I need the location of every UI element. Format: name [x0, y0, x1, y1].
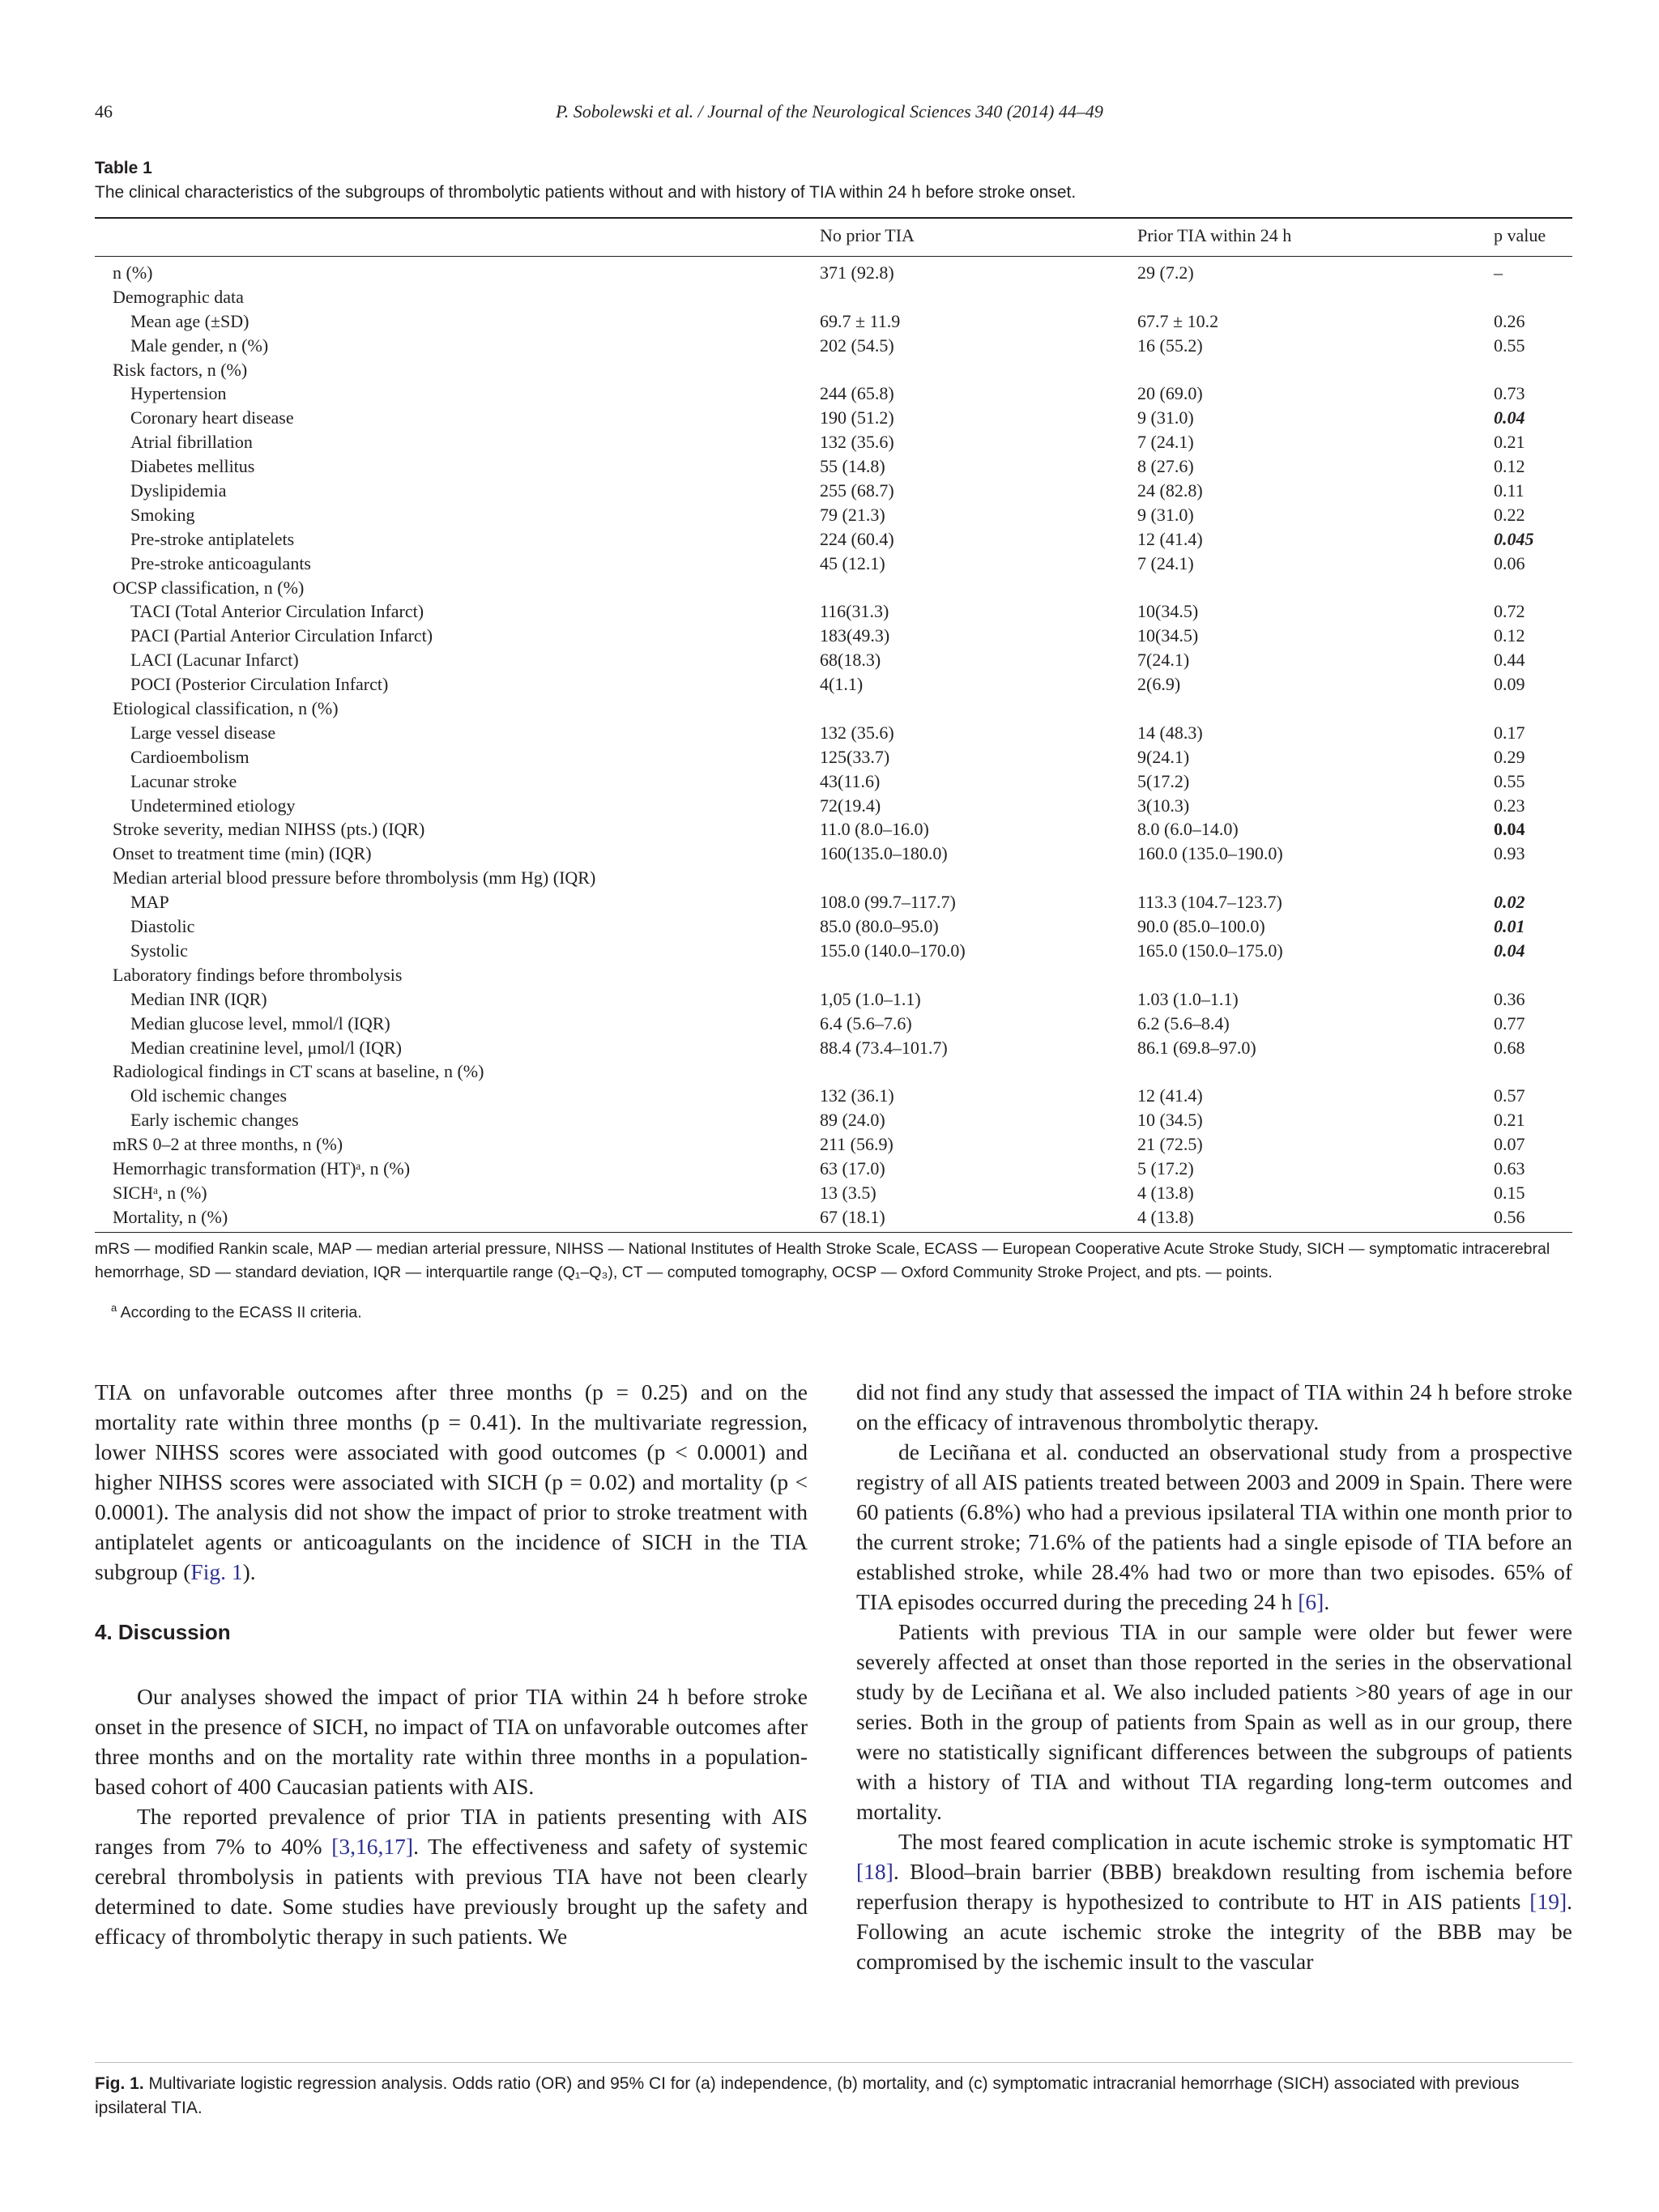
table-row [95, 817, 1572, 842]
paragraph: Our analyses showed the impact of prior TIA within 24 h before stroke onset in the presence of SICH, no impact of TIA on unfavorable outcomes after three months and on the mortality rate within three months in a population-based cohort of 400 Caucasian patients with AIS. [95, 1684, 808, 1799]
cell-no-prior-tia: 13 (3.5) [820, 1182, 876, 1203]
cell-p-value: 0.07 [1494, 1134, 1525, 1155]
cell-prior-tia: 16 (55.2) [1137, 335, 1203, 356]
table-row [95, 963, 1572, 987]
row-label: LACI (Lacunar Infarct) [130, 650, 299, 671]
row-label: POCI (Posterior Circulation Infarct) [130, 674, 389, 695]
table-header-rule [95, 256, 1572, 257]
table-row [95, 285, 1572, 309]
cell-no-prior-tia: 55 (14.8) [820, 456, 885, 477]
cell-prior-tia: 7 (24.1) [1137, 432, 1194, 453]
cell-p-value: 0.93 [1494, 843, 1525, 864]
cell-prior-tia: 3(10.3) [1137, 795, 1190, 816]
cell-prior-tia: 12 (41.4) [1137, 528, 1203, 549]
cell-prior-tia: 67.7 ± 10.2 [1137, 310, 1219, 331]
row-label: Smoking [130, 504, 195, 525]
cell-no-prior-tia: 116(31.3) [820, 601, 889, 622]
cell-prior-tia: 160.0 (135.0–190.0) [1137, 843, 1283, 864]
row-label: Male gender, n (%) [130, 335, 269, 356]
paragraph-text: TIA on unfavorable outcomes after three months (p = 0.25) and on the mortality rate within three months (p = 0.41). In the multivariate regression, lower NIHSS scores were associated with good outcomes (p < 0.0001) and higher NIHSS scores were associated with SICH (p = 0.02) and mortality (p < 0.0001). The analysis did not show the impact of prior to stroke treatment with antiplatelet agents or anticoagulants on the incidence of SICH in the TIA subgroup ( [95, 1379, 808, 1584]
table-footnote-abbreviations: mRS — modified Rankin scale, MAP — median arterial pressure, NIHSS — National Institutes of Health Stroke Scale, ECASS — European Cooperative Acute Stroke Study, SICH — symptomatic intracerebral hemorrhage, SD — standard deviation, IQR — interquartile range (Q₁–Q₃), CT — computed tomography, OCSP — Oxford Community Stroke Project, and pts. — points. [95, 1240, 1550, 1281]
cell-prior-tia: 113.3 (104.7–123.7) [1137, 892, 1282, 913]
row-label: Dyslipidemia [130, 480, 227, 501]
cell-no-prior-tia: 43(11.6) [820, 770, 881, 791]
left-text-column [95, 1377, 808, 1951]
figure-caption [95, 2072, 1572, 2120]
cell-prior-tia: 5(17.2) [1137, 770, 1190, 791]
right-text-column [856, 1377, 1572, 1976]
cell-prior-tia: 10 (34.5) [1137, 1110, 1203, 1131]
row-label: Median glucose level, mmol/l (IQR) [130, 1012, 390, 1034]
cell-prior-tia: 9(24.1) [1137, 746, 1190, 767]
cell-p-value: 0.045 [1494, 528, 1534, 549]
table-header-row [95, 225, 1572, 249]
row-label: Diastolic [130, 916, 195, 937]
cell-prior-tia: 2(6.9) [1137, 674, 1181, 695]
cell-p-value: 0.04 [1494, 940, 1525, 961]
cell-prior-tia: 5 (17.2) [1137, 1157, 1194, 1178]
row-label: Old ischemic changes [130, 1085, 288, 1106]
paragraph [95, 1377, 808, 1587]
cell-prior-tia: 20 (69.0) [1137, 383, 1203, 404]
paragraph-text: The reported prevalence of prior TIA in patients presenting with AIS ranges from 7% to 40% [95, 1804, 808, 1859]
cell-no-prior-tia: 371 (92.8) [820, 262, 894, 283]
cell-p-value: 0.36 [1494, 988, 1525, 1009]
citation-link[interactable]: [18] [856, 1859, 893, 1884]
row-label: Systolic [130, 940, 188, 961]
row-label: Onset to treatment time (min) (IQR) [113, 843, 372, 864]
row-label: TACI (Total Anterior Circulation Infarct) [130, 601, 424, 622]
cell-prior-tia: 165.0 (150.0–175.0) [1137, 940, 1283, 961]
cell-no-prior-tia: 11.0 (8.0–16.0) [820, 819, 929, 840]
cell-p-value: 0.04 [1494, 819, 1525, 840]
cell-no-prior-tia: 67 (18.1) [820, 1206, 885, 1227]
cell-prior-tia: 29 (7.2) [1137, 262, 1194, 283]
cell-p-value: 0.73 [1494, 383, 1525, 404]
cell-no-prior-tia: 190 (51.2) [820, 407, 894, 428]
table-row [95, 745, 1572, 769]
cell-prior-tia: 9 (31.0) [1137, 504, 1194, 525]
table-row [95, 406, 1572, 430]
column-header-p-value: p value [1494, 225, 1546, 245]
row-label: PACI (Partial Anterior Circulation Infarct) [130, 625, 433, 646]
cell-no-prior-tia: 88.4 (73.4–101.7) [820, 1037, 948, 1058]
page-number: 46 [95, 101, 113, 121]
column-header-no-prior-tia: No prior TIA [820, 225, 915, 245]
table-row [95, 334, 1572, 358]
row-label: Cardioembolism [130, 746, 249, 767]
table-row [95, 939, 1572, 963]
table-label: Table 1 [95, 159, 152, 177]
table-row [95, 261, 1572, 285]
table-row [95, 624, 1572, 648]
table-row [95, 1059, 1572, 1084]
cell-prior-tia: 10(34.5) [1137, 625, 1199, 646]
table-row [95, 503, 1572, 527]
cell-p-value: 0.68 [1494, 1037, 1525, 1058]
cell-prior-tia: 4 (13.8) [1137, 1206, 1194, 1227]
cell-p-value: 0.06 [1494, 552, 1525, 573]
table-row [95, 381, 1572, 406]
table-row [95, 479, 1572, 503]
citation-link[interactable]: [3,16,17] [331, 1834, 414, 1859]
table-row [95, 769, 1572, 794]
paragraph-text: . Following an acute ischemic stroke the integrity of the BBB may be compromised by the ischemic insult to the vascular [856, 1889, 1572, 1974]
paragraph [856, 1437, 1572, 1617]
cell-no-prior-tia: 69.7 ± 11.9 [820, 310, 901, 331]
paragraph-text: ). [242, 1559, 256, 1584]
table-top-rule [95, 217, 1572, 219]
cell-p-value: 0.26 [1494, 310, 1525, 331]
cell-prior-tia: 86.1 (69.8–97.0) [1137, 1037, 1256, 1058]
row-label: Undetermined etiology [130, 795, 296, 816]
row-label: Atrial fibrillation [130, 432, 253, 453]
figure-caption-text: Multivariate logistic regression analysis. Odds ratio (OR) and 95% CI for (a) independence, (b) mortality, and (c) symptomatic intracranial hemorrhage (SICH) associated with previous ipsilateral TIA. [95, 2074, 1520, 2117]
section-heading: 4. Discussion [95, 1620, 231, 1644]
table-row [95, 1181, 1572, 1205]
cell-p-value: 0.44 [1494, 650, 1525, 671]
cell-no-prior-tia: 79 (21.3) [820, 504, 885, 525]
cell-prior-tia: 14 (48.3) [1137, 722, 1203, 743]
table-bottom-rule [95, 1232, 1572, 1233]
cell-prior-tia: 7 (24.1) [1137, 552, 1194, 573]
table-footnote-a [111, 1296, 1589, 1325]
cell-p-value: 0.77 [1494, 1012, 1525, 1034]
cell-prior-tia: 24 (82.8) [1137, 480, 1203, 501]
cell-no-prior-tia: 6.4 (5.6–7.6) [820, 1012, 912, 1034]
table-row [95, 454, 1572, 479]
table-row [95, 576, 1572, 600]
row-label: Risk factors, n (%) [113, 359, 248, 380]
table-row [95, 721, 1572, 745]
table-row [95, 1036, 1572, 1060]
figure-link[interactable]: Fig. 1 [190, 1559, 243, 1584]
cell-p-value: 0.55 [1494, 770, 1525, 791]
table-row [95, 697, 1572, 721]
row-label: Early ischemic changes [130, 1110, 299, 1131]
citation-link[interactable]: [19] [1529, 1889, 1567, 1914]
row-label: n (%) [113, 262, 153, 283]
cell-p-value: 0.23 [1494, 795, 1525, 816]
paragraph [95, 1801, 808, 1951]
cell-prior-tia: 12 (41.4) [1137, 1085, 1203, 1106]
figure-label: Fig. 1. [95, 2074, 144, 2093]
table-row [95, 527, 1572, 552]
cell-p-value: 0.09 [1494, 674, 1525, 695]
table-row [95, 794, 1572, 818]
table-row [95, 430, 1572, 454]
cell-p-value: 0.17 [1494, 722, 1525, 743]
cell-no-prior-tia: 1,05 (1.0–1.1) [820, 988, 921, 1009]
cell-no-prior-tia: 255 (68.7) [820, 480, 894, 501]
table-row [95, 1132, 1572, 1157]
cell-no-prior-tia: 132 (35.6) [820, 722, 894, 743]
paragraph-text: . The effectiveness and safety of systemic cerebral thrombolysis in patients with previous TIA have not been clearly determined to date. Some studies have previously brought up the safety and efficacy of thrombolytic therapy in such patients. We [95, 1834, 808, 1949]
cell-no-prior-tia: 72(19.4) [820, 795, 881, 816]
table-row [95, 599, 1572, 624]
cell-prior-tia: 4 (13.8) [1137, 1182, 1194, 1203]
cell-prior-tia: 9 (31.0) [1137, 407, 1194, 428]
cell-no-prior-tia: 45 (12.1) [820, 552, 885, 573]
cell-p-value: 0.15 [1494, 1182, 1525, 1203]
row-label: Stroke severity, median NIHSS (pts.) (IQR) [113, 819, 425, 840]
paragraph: Patients with previous TIA in our sample were older but fewer were severely affected at onset than those reported in the series in the observational study by de Leciñana et al. We also included patients >80 years of age in our series. Both in the group of patients from Spain as well as in our group, there were no statistically significant differences between the subgroups of patients with a history of TIA and without TIA regarding long-term outcomes and mortality. [856, 1619, 1572, 1824]
row-label: Large vessel disease [130, 722, 276, 743]
row-label: OCSP classification, n (%) [113, 577, 305, 598]
cell-no-prior-tia: 224 (60.4) [820, 528, 894, 549]
paragraph [856, 1826, 1572, 1976]
footnote-a-text: According to the ECASS II criteria. [120, 1303, 362, 1322]
row-label: Demographic data [113, 286, 244, 307]
cell-p-value: 0.55 [1494, 335, 1525, 356]
row-label: SICHᵃ, n (%) [113, 1182, 207, 1203]
table-row [95, 987, 1572, 1012]
paragraph: did not find any study that assessed the impact of TIA within 24 h before stroke on the efficacy of intravenous thrombolytic therapy. [856, 1379, 1572, 1434]
row-label: Median arterial blood pressure before thrombolysis (mm Hg) (IQR) [113, 867, 596, 889]
cell-p-value: 0.29 [1494, 746, 1525, 767]
table-row [95, 1084, 1572, 1108]
row-label: Median INR (IQR) [130, 988, 267, 1009]
cell-p-value: 0.04 [1494, 407, 1525, 428]
row-label: MAP [130, 892, 169, 913]
cell-p-value: – [1494, 262, 1503, 283]
journal-reference: P. Sobolewski et al. / Journal of the Neurological Sciences 340 (2014) 44–49 [556, 101, 1103, 121]
row-label: Radiological findings in CT scans at baseline, n (%) [113, 1061, 484, 1082]
cell-no-prior-tia: 183(49.3) [820, 625, 890, 646]
cell-prior-tia: 90.0 (85.0–100.0) [1137, 916, 1265, 937]
table-row [95, 1012, 1572, 1036]
cell-p-value: 0.01 [1494, 916, 1525, 937]
cell-no-prior-tia: 4(1.1) [820, 674, 864, 695]
cell-prior-tia: 21 (72.5) [1137, 1134, 1203, 1155]
row-label: Pre-stroke antiplatelets [130, 528, 295, 549]
cell-no-prior-tia: 108.0 (99.7–117.7) [820, 892, 956, 913]
cell-prior-tia: 6.2 (5.6–8.4) [1137, 1012, 1230, 1034]
cell-prior-tia: 8.0 (6.0–14.0) [1137, 819, 1239, 840]
table-caption: The clinical characteristics of the subgroups of thrombolytic patients without and with history of TIA within 24 h before stroke onset. [95, 183, 1077, 202]
cell-p-value: 0.12 [1494, 456, 1525, 477]
cell-no-prior-tia: 244 (65.8) [820, 383, 894, 404]
cell-p-value: 0.02 [1494, 892, 1525, 913]
cell-no-prior-tia: 160(135.0–180.0) [820, 843, 948, 864]
table-row [95, 309, 1572, 334]
cell-no-prior-tia: 155.0 (140.0–170.0) [820, 940, 966, 961]
table-row [95, 842, 1572, 866]
table-row [95, 1157, 1572, 1181]
row-label: Hemorrhagic transformation (HT)ᵃ, n (%) [113, 1157, 411, 1178]
running-head [95, 101, 1564, 129]
row-label: Lacunar stroke [130, 770, 237, 791]
cell-no-prior-tia: 89 (24.0) [820, 1110, 885, 1131]
cell-prior-tia: 7(24.1) [1137, 650, 1190, 671]
row-label: Diabetes mellitus [130, 456, 255, 477]
cell-prior-tia: 8 (27.6) [1137, 456, 1194, 477]
row-label: mRS 0–2 at three months, n (%) [113, 1134, 343, 1155]
table-row [95, 358, 1572, 382]
table-row [95, 648, 1572, 672]
cell-prior-tia: 1.03 (1.0–1.1) [1137, 988, 1239, 1009]
cell-no-prior-tia: 202 (54.5) [820, 335, 894, 356]
table-row [95, 1108, 1572, 1132]
cell-p-value: 0.21 [1494, 432, 1525, 453]
table-row [95, 672, 1572, 697]
cell-no-prior-tia: 68(18.3) [820, 650, 881, 671]
paragraph-text: The most feared complication in acute ischemic stroke is symptomatic HT [898, 1829, 1572, 1854]
cell-p-value: 0.22 [1494, 504, 1525, 525]
cell-prior-tia: 10(34.5) [1137, 601, 1199, 622]
cell-no-prior-tia: 63 (17.0) [820, 1157, 885, 1178]
cell-no-prior-tia: 132 (35.6) [820, 432, 894, 453]
cell-p-value: 0.11 [1494, 480, 1525, 501]
table-body [95, 261, 1572, 1230]
row-label: Median creatinine level, μmol/l (IQR) [130, 1037, 402, 1058]
cell-no-prior-tia: 125(33.7) [820, 746, 890, 767]
table-row [95, 1205, 1572, 1230]
row-label: Hypertension [130, 383, 227, 404]
cell-no-prior-tia: 211 (56.9) [820, 1134, 893, 1155]
row-label: Mean age (±SD) [130, 310, 249, 331]
table-row [95, 552, 1572, 576]
cell-p-value: 0.56 [1494, 1206, 1525, 1227]
cell-no-prior-tia: 132 (36.1) [820, 1085, 894, 1106]
citation-link[interactable]: [6] [1298, 1589, 1324, 1614]
row-label: Mortality, n (%) [113, 1206, 228, 1227]
cell-no-prior-tia: 85.0 (80.0–95.0) [820, 916, 939, 937]
footnote-mark: a [111, 1302, 117, 1314]
figure-rule [95, 2062, 1572, 2063]
cell-p-value: 0.12 [1494, 625, 1525, 646]
cell-p-value: 0.57 [1494, 1085, 1525, 1106]
cell-p-value: 0.63 [1494, 1157, 1525, 1178]
table-row [95, 866, 1572, 890]
cell-p-value: 0.72 [1494, 601, 1525, 622]
paragraph-text: . Blood–brain barrier (BBB) breakdown resulting from ischemia before reperfusion therapy is hypothesized to contribute to HT in AIS patients [856, 1859, 1572, 1914]
table-row [95, 890, 1572, 914]
paragraph-text: de Leciñana et al. conducted an observational study from a prospective registry of all AIS patients treated between 2003 and 2009 in Spain. There were 60 patients (6.8%) who had a previous ipsilateral TIA within one month prior to the current stroke; 71.6% of the patients had a single episode of TIA before an established stroke, while 28.4% had two or more than two episodes. 65% of TIA episodes occurred during the preceding 24 h [856, 1439, 1572, 1614]
row-label: Laboratory findings before thrombolysis [113, 964, 403, 985]
cell-p-value: 0.21 [1494, 1110, 1525, 1131]
table-row [95, 914, 1572, 939]
column-header-prior-tia: Prior TIA within 24 h [1137, 225, 1292, 245]
row-label: Pre-stroke anticoagulants [130, 552, 311, 573]
row-label: Coronary heart disease [130, 407, 294, 428]
row-label: Etiological classification, n (%) [113, 698, 339, 719]
paragraph-text: . [1324, 1589, 1330, 1614]
